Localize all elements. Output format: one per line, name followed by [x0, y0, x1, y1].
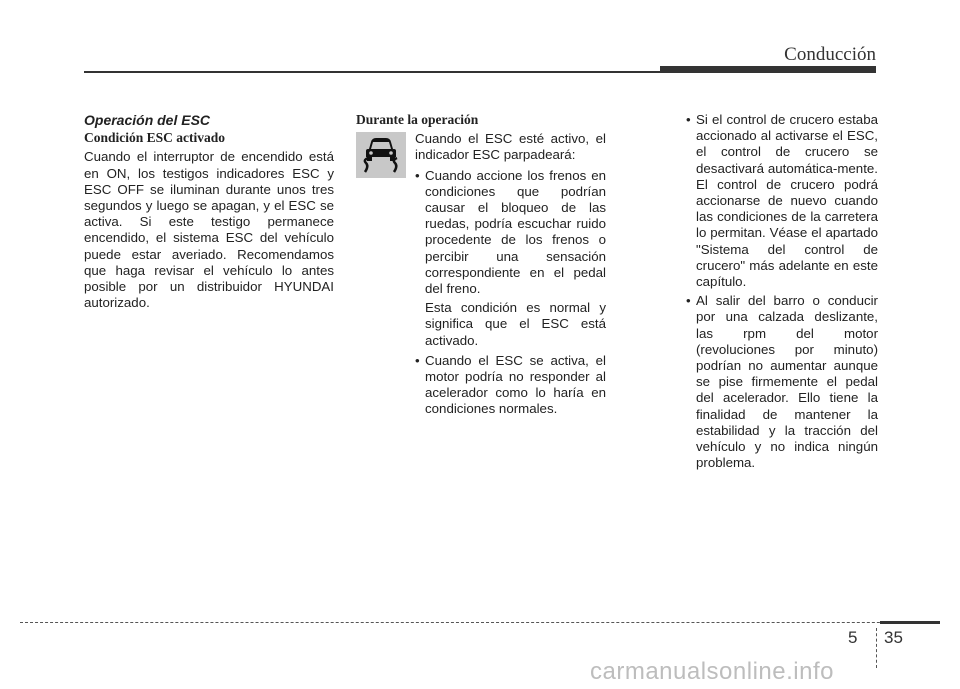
- header-rule-thick: [660, 66, 876, 73]
- page-number: 35: [884, 628, 903, 647]
- section-title: Operación del ESC: [84, 112, 211, 128]
- chapter-number: 5: [848, 628, 858, 647]
- list-item: • Si el control de crucero estaba accionado al activarse el ESC, el control de crucero se desactivará automática-mente. El control de crucero podrá accionarse de nuevo cuando las condiciones de la carretera lo permitan. Véase el apartado "Sistema del control de crucero" más adelante en este capítulo.: [686, 112, 878, 290]
- bullet-list: [686, 112, 878, 471]
- watermark: carmanualsonline.info: [590, 658, 834, 685]
- subsection-title: Durante la operación: [356, 112, 479, 127]
- body-paragraph: Cuando el interruptor de encendido está en ON, los testigos indicadores ESC y ESC OFF se iluminan durante unos tres segundos y luego se apagan, y el ESC se activa. Si este testigo permanece encendido, el sistema ESC del vehículo puede estar averiado. Recomendamos que haga revisar el vehículo lo antes posible por un distribuidor HYUNDAI autorizado.: [84, 149, 334, 311]
- bullet-list: [415, 353, 606, 418]
- column-1: [84, 112, 334, 311]
- header-title: Conducción: [784, 44, 876, 65]
- bullet-list: [415, 168, 606, 298]
- column-3: [686, 112, 878, 474]
- list-item: • Cuando accione los frenos en condiciones que podrían causar el bloqueo de las ruedas, podría escuchar ruido procedente de los frenos o percibir una sensación correspondiente en el pedal del freno.: [415, 167, 606, 297]
- intro-paragraph: Cuando el ESC esté activo, el indicador ESC parpadeará:: [415, 131, 606, 163]
- header-rule-thin: [84, 71, 660, 73]
- esc-skid-car-icon: [356, 132, 406, 178]
- subsection-title: Condición ESC activado: [84, 130, 226, 146]
- footer-dashed-rule: [20, 622, 940, 623]
- column-2-content: [415, 131, 606, 417]
- column-2: [356, 112, 606, 421]
- note-paragraph: Esta condición es normal y significa que el ESC está activado.: [425, 300, 606, 348]
- footer-thick-rule: [880, 621, 940, 624]
- page-separator: [876, 628, 877, 668]
- list-item: • Al salir del barro o conducir por una calzada deslizante, las rpm del motor (revoluciones por minuto) podrían no aumentar aunque se pise firmemente el pedal del acelerador. Ello tiene la finalidad de mantener la estabilidad y la tracción del vehículo y no indica ningún problema.: [686, 293, 878, 471]
- list-item: • Cuando el ESC se activa, el motor podría no responder al acelerador como lo haría en condiciones normales.: [415, 352, 606, 417]
